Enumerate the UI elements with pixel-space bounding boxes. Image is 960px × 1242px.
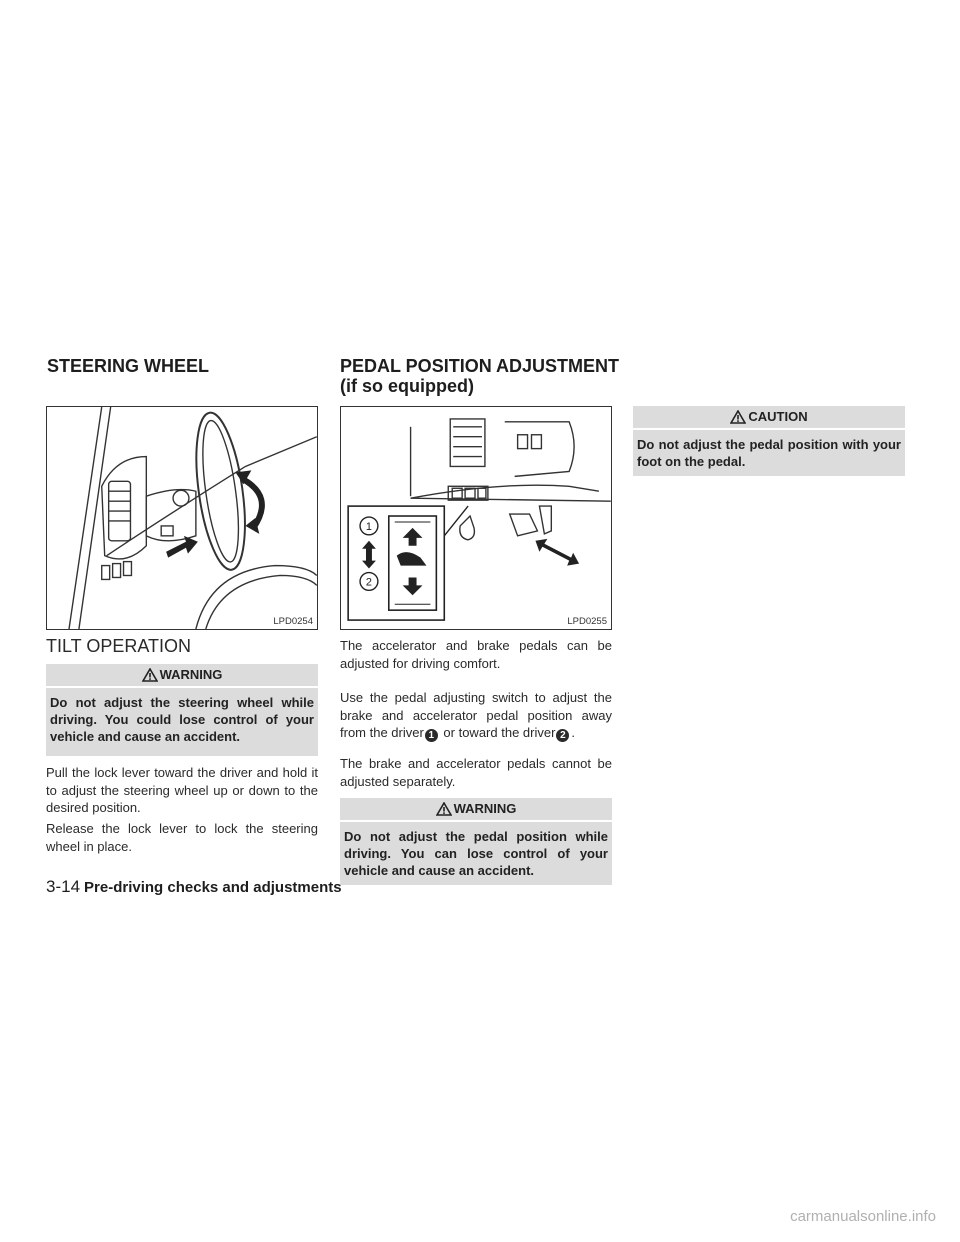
warning-box-steering	[46, 664, 318, 756]
page-footer	[46, 877, 342, 897]
figure-code: LPD0254	[273, 616, 313, 627]
steering-wheel-illustration	[47, 407, 317, 629]
warning-triangle-icon	[436, 802, 452, 816]
callout-1-inline: 1	[425, 729, 438, 742]
warning-box-pedal	[340, 798, 612, 885]
warning-title: WARNING	[159, 667, 223, 682]
paragraph-lock-lever: Pull the lock lever toward the driver and hold it to adjust the steering wheel up or down to the desired position.	[46, 765, 318, 816]
paragraph-release-lever: Release the lock lever to lock the steering wheel in place.	[46, 821, 318, 854]
paragraph-pedal-comfort: The accelerator and brake pedals can be adjusted for driving comfort.	[340, 638, 612, 671]
warning-triangle-icon	[730, 410, 746, 424]
paragraph-pedal-switch-text-b: or toward the driver	[439, 725, 556, 741]
section-heading-pedal-adjustment: PEDAL POSITION ADJUSTMENT (if so equipped)	[340, 356, 620, 396]
page-number: 3-14	[46, 877, 81, 896]
caution-body: Do not adjust the pedal position with your foot on the pedal.	[637, 437, 901, 469]
callout-2: 2	[365, 576, 372, 589]
warning-divider	[340, 820, 612, 822]
chapter-title: Pre-driving checks and adjustments	[84, 879, 342, 896]
paragraph-pedal-switch	[340, 689, 612, 742]
paragraph-pedal-separately: The brake and accelerator pedals cannot be adjusted separately.	[340, 756, 612, 789]
warning-body: Do not adjust the steering wheel while driving. You could lose control of your vehicle and cause an accident.	[50, 695, 314, 744]
caution-title: CAUTION	[748, 409, 808, 424]
callout-1: 1	[365, 520, 372, 533]
caution-header	[637, 406, 901, 428]
warning-header	[50, 664, 314, 686]
warning-header	[344, 798, 608, 820]
warning-body: Do not adjust the pedal position while driving. You can lose control of your vehicle and cause an accident.	[344, 829, 608, 878]
watermark: carmanualsonline.info	[790, 1208, 936, 1225]
warning-title: WARNING	[453, 801, 517, 816]
subheading-tilt-operation: TILT OPERATION	[46, 636, 192, 656]
pedal-switch-illustration	[341, 407, 611, 629]
steering-wheel-figure	[46, 406, 318, 630]
section-heading-steering-wheel: STEERING WHEEL	[47, 356, 210, 376]
warning-divider	[46, 686, 318, 688]
caution-box-pedal	[633, 406, 905, 476]
figure-code: LPD0255	[567, 616, 607, 627]
callout-2-inline: 2	[556, 729, 569, 742]
warning-triangle-icon	[142, 668, 158, 682]
caution-divider	[633, 428, 905, 430]
paragraph-pedal-switch-end: .	[571, 725, 576, 741]
pedal-switch-figure	[340, 406, 612, 630]
paragraph-pedal-switch-text-a: Use the pedal adjusting switch to adjust the brake and accelerator pedal position away from the driver	[340, 690, 612, 741]
